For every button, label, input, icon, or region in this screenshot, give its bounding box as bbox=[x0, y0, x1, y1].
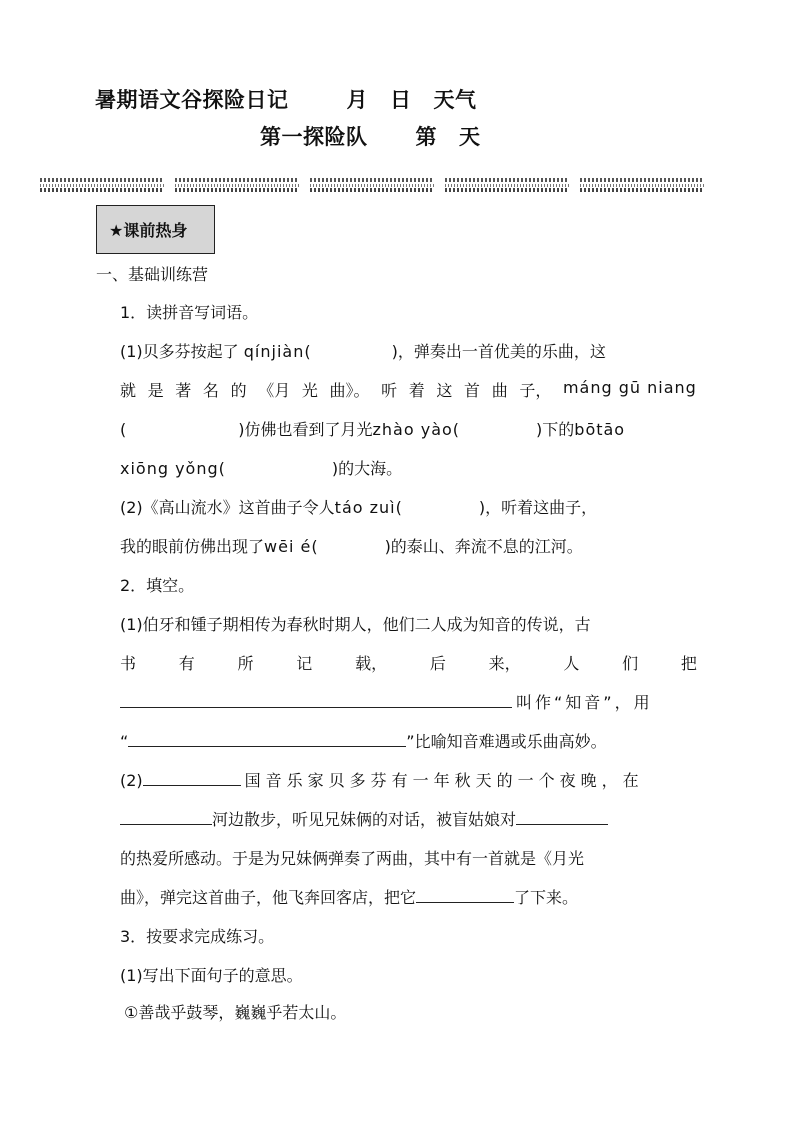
pinyin-xiongyong: xiōng yǒng( bbox=[120, 459, 226, 478]
q2-p1-line1: (1)伯牙和锺子期相传为春秋时期人，他们二人成为知音的传说，古 bbox=[120, 615, 591, 634]
q1-p1-line2 bbox=[120, 378, 697, 401]
text: ( bbox=[120, 420, 127, 439]
text: 曲》，弹完这首曲子，他飞奔回客店，把它 bbox=[120, 888, 417, 907]
char: 著 bbox=[175, 381, 192, 400]
q2-p2-line4 bbox=[120, 885, 697, 908]
char: 听 bbox=[381, 381, 398, 400]
answer-underline[interactable] bbox=[120, 693, 512, 708]
q1-p2-line2 bbox=[120, 534, 697, 557]
text: ”比喻知音难遇或乐曲高妙。 bbox=[406, 732, 607, 751]
char: 是 bbox=[147, 381, 164, 400]
text: 叫作“知音”，用 bbox=[516, 693, 653, 712]
pinyin-manggu: máng gū niang bbox=[562, 378, 697, 397]
char: 这 bbox=[436, 381, 453, 400]
q1-p1-line3 bbox=[120, 417, 697, 440]
border-segment bbox=[445, 178, 569, 192]
q2-p2-line1 bbox=[120, 768, 697, 791]
text: 国音乐家贝多芬有一年秋天的一个夜晚，在 bbox=[244, 771, 644, 790]
answer-underline[interactable] bbox=[143, 771, 241, 786]
day-label: 日 bbox=[390, 88, 412, 112]
q1-p1-line1 bbox=[120, 339, 697, 362]
char: 们 bbox=[622, 654, 639, 673]
border-segment bbox=[580, 178, 704, 192]
text: (2)《高山流水》这首曲子令人 bbox=[120, 498, 335, 517]
day-number-label: 第 bbox=[415, 125, 437, 149]
char: 就 bbox=[120, 381, 137, 400]
diary-title-line bbox=[95, 84, 477, 114]
char: 人 bbox=[563, 654, 580, 673]
tian-label: 天 bbox=[459, 125, 481, 149]
diary-title: 暑期语文谷探险日记 bbox=[95, 88, 289, 112]
q3-title: 3．按要求完成练习。 bbox=[120, 927, 275, 946]
answer-underline[interactable] bbox=[516, 810, 608, 825]
q2-p1-line2 bbox=[120, 651, 697, 674]
char: 所 bbox=[237, 654, 254, 673]
text: (2) bbox=[120, 771, 143, 790]
q3-item1: ①善哉乎鼓琴，巍巍乎若太山。 bbox=[124, 1003, 347, 1022]
text: “ bbox=[120, 732, 129, 751]
char: 曲》。 bbox=[329, 381, 370, 400]
char: 首 bbox=[464, 381, 481, 400]
text: )的大海。 bbox=[331, 459, 403, 478]
section-title: 一、基础训练营 bbox=[96, 265, 209, 284]
char: 《月 bbox=[258, 381, 291, 400]
team-line bbox=[260, 121, 481, 151]
text: )仿佛也看到了月光 bbox=[238, 420, 373, 439]
q2-p1-line3 bbox=[120, 690, 697, 713]
char: 来， bbox=[488, 654, 521, 673]
text: )的泰山、奔流不息的江河。 bbox=[384, 537, 583, 556]
q1-p2-line1 bbox=[120, 495, 697, 518]
char: 曲 bbox=[491, 381, 508, 400]
char: 名 bbox=[202, 381, 219, 400]
text: (1)贝多芬按起了 bbox=[120, 342, 239, 361]
q3-sub1: (1)写出下面句子的意思。 bbox=[120, 966, 303, 985]
char: 书 bbox=[120, 654, 137, 673]
border-segment bbox=[175, 178, 299, 192]
char: 有 bbox=[178, 654, 195, 673]
q2-p1-line4 bbox=[120, 729, 697, 752]
text: )，听着这曲子， bbox=[478, 498, 598, 517]
char: 把 bbox=[680, 654, 697, 673]
char: 子， bbox=[519, 381, 552, 400]
char: 着 bbox=[408, 381, 425, 400]
team-label: 第一探险队 bbox=[260, 125, 368, 149]
pinyin-botao: bōtāo bbox=[574, 420, 626, 439]
char: 的 bbox=[230, 381, 247, 400]
text: )，弹奏出一首优美的乐曲，这 bbox=[391, 342, 606, 361]
pinyin-qinjian: qínjiàn( bbox=[243, 342, 312, 361]
q2-p2-line3: 的热爱所感动。于是为兄妹俩弹奏了两曲，其中有一首就是《月光 bbox=[120, 849, 585, 868]
answer-underline[interactable] bbox=[128, 732, 406, 747]
char: 后 bbox=[429, 654, 446, 673]
pinyin-taozui: táo zuì( bbox=[334, 498, 403, 517]
pinyin-zhaoyao: zhào yào( bbox=[372, 420, 461, 439]
warmup-box bbox=[96, 205, 215, 254]
text: 了下来。 bbox=[514, 888, 579, 907]
warmup-label: ★课前热身 bbox=[109, 221, 188, 240]
q1-title: 1．读拼音写词语。 bbox=[120, 303, 259, 322]
decorative-border bbox=[40, 178, 704, 194]
answer-underline[interactable] bbox=[416, 888, 514, 903]
q2-p2-line2 bbox=[120, 807, 697, 830]
border-segment bbox=[40, 178, 164, 192]
char: 记 bbox=[296, 654, 313, 673]
month-label: 月 bbox=[346, 88, 368, 112]
text: 我的眼前仿佛出现了 bbox=[120, 537, 265, 556]
text: 河边散步，听见兄妹俩的对话，被盲姑娘对 bbox=[212, 810, 517, 829]
pinyin-weie: wēi é( bbox=[264, 537, 319, 556]
char: 载， bbox=[355, 654, 388, 673]
answer-underline[interactable] bbox=[120, 810, 212, 825]
char: 光 bbox=[301, 381, 318, 400]
q2-title: 2．填空。 bbox=[120, 576, 195, 595]
q1-p1-line4 bbox=[120, 456, 697, 479]
text: )下的 bbox=[536, 420, 575, 439]
weather-label: 天气 bbox=[433, 88, 477, 112]
border-segment bbox=[310, 178, 434, 192]
